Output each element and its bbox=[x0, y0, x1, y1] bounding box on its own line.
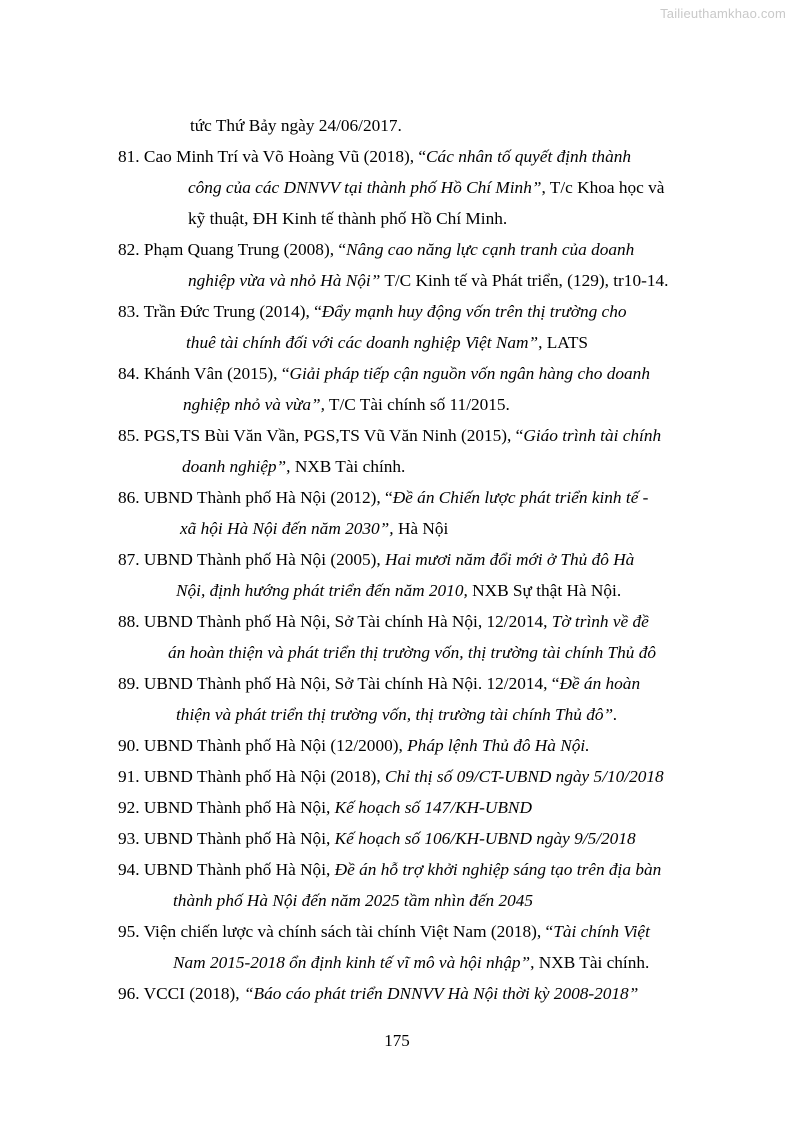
italic-text: doanh nghiệp” bbox=[182, 457, 287, 476]
reference-line bbox=[188, 178, 664, 198]
italic-text: công của các DNNVV tại thành phố Hồ Chí Minh” bbox=[188, 178, 542, 197]
italic-text: “Báo cáo phát triển DNNVV Hà Nội thời kỳ 2008-2018” bbox=[243, 984, 639, 1003]
reference-line bbox=[182, 457, 405, 477]
reference-line bbox=[118, 922, 650, 942]
reference-line bbox=[118, 240, 634, 260]
text: 82. Phạm Quang Trung (2008), “ bbox=[118, 240, 347, 259]
italic-text: xã hội Hà Nội đến năm 2030”, bbox=[180, 519, 394, 538]
italic-text: Hai mươi năm đổi mới ở Thủ đô Hà bbox=[385, 550, 635, 569]
text: NXB Sự thật Hà Nội. bbox=[467, 581, 622, 600]
reference-line bbox=[183, 395, 510, 415]
reference-line bbox=[173, 953, 649, 973]
italic-text: Nam 2015-2018 ổn định kinh tế vĩ mô và hội nhập” bbox=[173, 953, 531, 972]
text: , NXB Tài chính. bbox=[530, 953, 650, 972]
text: 86. UBND Thành phố Hà Nội (2012), “ bbox=[118, 488, 393, 507]
italic-text: Nâng cao năng lực cạnh tranh của doanh bbox=[346, 240, 635, 259]
text: tức Thứ Bảy ngày 24/06/2017. bbox=[190, 116, 402, 135]
text: 96. VCCI (2018), bbox=[118, 984, 244, 1003]
text: T/C Tài chính số 11/2015. bbox=[324, 395, 510, 414]
text: , LATS bbox=[538, 333, 589, 352]
text: , NXB Tài chính. bbox=[286, 457, 406, 476]
reference-line bbox=[190, 116, 402, 136]
text: 83. Trần Đức Trung (2014), “ bbox=[118, 302, 322, 321]
italic-text: thiện và phát triển thị trường vốn, thị trường tài chính Thủ đô”. bbox=[176, 705, 618, 724]
italic-text: án hoàn thiện và phát triển thị trường vốn, thị trường tài chính Thủ đô bbox=[168, 643, 657, 662]
text: Hà Nội bbox=[393, 519, 449, 538]
italic-text: Nội, định hướng phát triển đến năm 2010, bbox=[176, 581, 468, 600]
reference-line bbox=[176, 705, 617, 725]
text: 89. UBND Thành phố Hà Nội, Sở Tài chính Hà Nội. 12/2014, “ bbox=[118, 674, 560, 693]
italic-text: Tờ trình về đề bbox=[551, 612, 649, 631]
text: 85. PGS,TS Bùi Văn Vần, PGS,TS Vũ Văn Ninh (2015), “ bbox=[118, 426, 524, 445]
reference-line bbox=[118, 488, 648, 508]
reference-line bbox=[118, 147, 631, 167]
reference-line bbox=[168, 643, 656, 663]
reference-line bbox=[118, 674, 640, 694]
reference-line bbox=[118, 767, 664, 787]
reference-line bbox=[188, 209, 507, 229]
reference-line bbox=[180, 519, 448, 539]
reference-line bbox=[173, 891, 533, 911]
reference-line bbox=[118, 984, 638, 1004]
text: 91. UBND Thành phố Hà Nội (2018), bbox=[118, 767, 386, 786]
text: T/C Kinh tế và Phát triển, (129), tr10-14. bbox=[380, 271, 669, 290]
reference-line bbox=[188, 271, 668, 291]
italic-text: thuê tài chính đối với các doanh nghiệp Việt Nam” bbox=[186, 333, 539, 352]
reference-line bbox=[176, 581, 621, 601]
watermark: Tailieuthamkhao.com bbox=[660, 6, 786, 21]
text: 88. UBND Thành phố Hà Nội, Sở Tài chính Hà Nội, 12/2014, bbox=[118, 612, 552, 631]
reference-line bbox=[186, 333, 588, 353]
text: 92. UBND Thành phố Hà Nội, bbox=[118, 798, 335, 817]
text: 95. Viện chiến lược và chính sách tài chính Việt Nam (2018), “ bbox=[118, 922, 554, 941]
italic-text: Chỉ thị số 09/CT-UBND ngày 5/10/2018 bbox=[385, 767, 664, 786]
text: 81. Cao Minh Trí và Võ Hoàng Vũ (2018), “ bbox=[118, 147, 427, 166]
reference-line bbox=[118, 798, 532, 818]
reference-line bbox=[118, 829, 636, 849]
reference-line bbox=[118, 550, 634, 570]
text: , T/c Khoa học và bbox=[541, 178, 665, 197]
page-number: 175 bbox=[384, 1031, 410, 1050]
text: 90. UBND Thành phố Hà Nội (12/2000), bbox=[118, 736, 408, 755]
text: 93. UBND Thành phố Hà Nội, bbox=[118, 829, 335, 848]
italic-text: Giải pháp tiếp cận nguồn vốn ngân hàng cho doanh bbox=[289, 364, 650, 383]
italic-text: Kế hoạch số 106/KH-UBND ngày 9/5/2018 bbox=[334, 829, 636, 848]
text: 87. UBND Thành phố Hà Nội (2005), bbox=[118, 550, 386, 569]
reference-line bbox=[118, 612, 649, 632]
reference-line bbox=[118, 364, 650, 384]
italic-text: Đẩy mạnh huy động vốn trên thị trường cho bbox=[321, 302, 627, 321]
italic-text: Đề án hỗ trợ khởi nghiệp sáng tạo trên địa bàn bbox=[334, 860, 662, 879]
italic-text: Kế hoạch số 147/KH-UBND bbox=[334, 798, 532, 817]
reference-line bbox=[118, 426, 661, 446]
italic-text: thành phố Hà Nội đến năm 2025 tầm nhìn đến 2045 bbox=[173, 891, 534, 910]
italic-text: Đề án hoàn bbox=[559, 674, 641, 693]
italic-text: Các nhân tố quyết định thành bbox=[426, 147, 631, 166]
reference-line bbox=[118, 860, 661, 880]
reference-line bbox=[118, 736, 590, 756]
italic-text: nghiệp vừa và nhỏ Hà Nội” bbox=[188, 271, 381, 290]
text: 94. UBND Thành phố Hà Nội, bbox=[118, 860, 335, 879]
reference-line bbox=[118, 302, 627, 322]
italic-text: nghiệp nhỏ và vừa”, bbox=[183, 395, 325, 414]
italic-text: Tài chính Việt bbox=[553, 922, 650, 941]
text: kỹ thuật, ĐH Kinh tế thành phố Hồ Chí Minh. bbox=[188, 209, 508, 228]
italic-text: Pháp lệnh Thủ đô Hà Nội. bbox=[407, 736, 590, 755]
italic-text: Giáo trình tài chính bbox=[523, 426, 662, 445]
italic-text: Đề án Chiến lược phát triển kinh tế - bbox=[392, 488, 649, 507]
text: 84. Khánh Vân (2015), “ bbox=[118, 364, 290, 383]
